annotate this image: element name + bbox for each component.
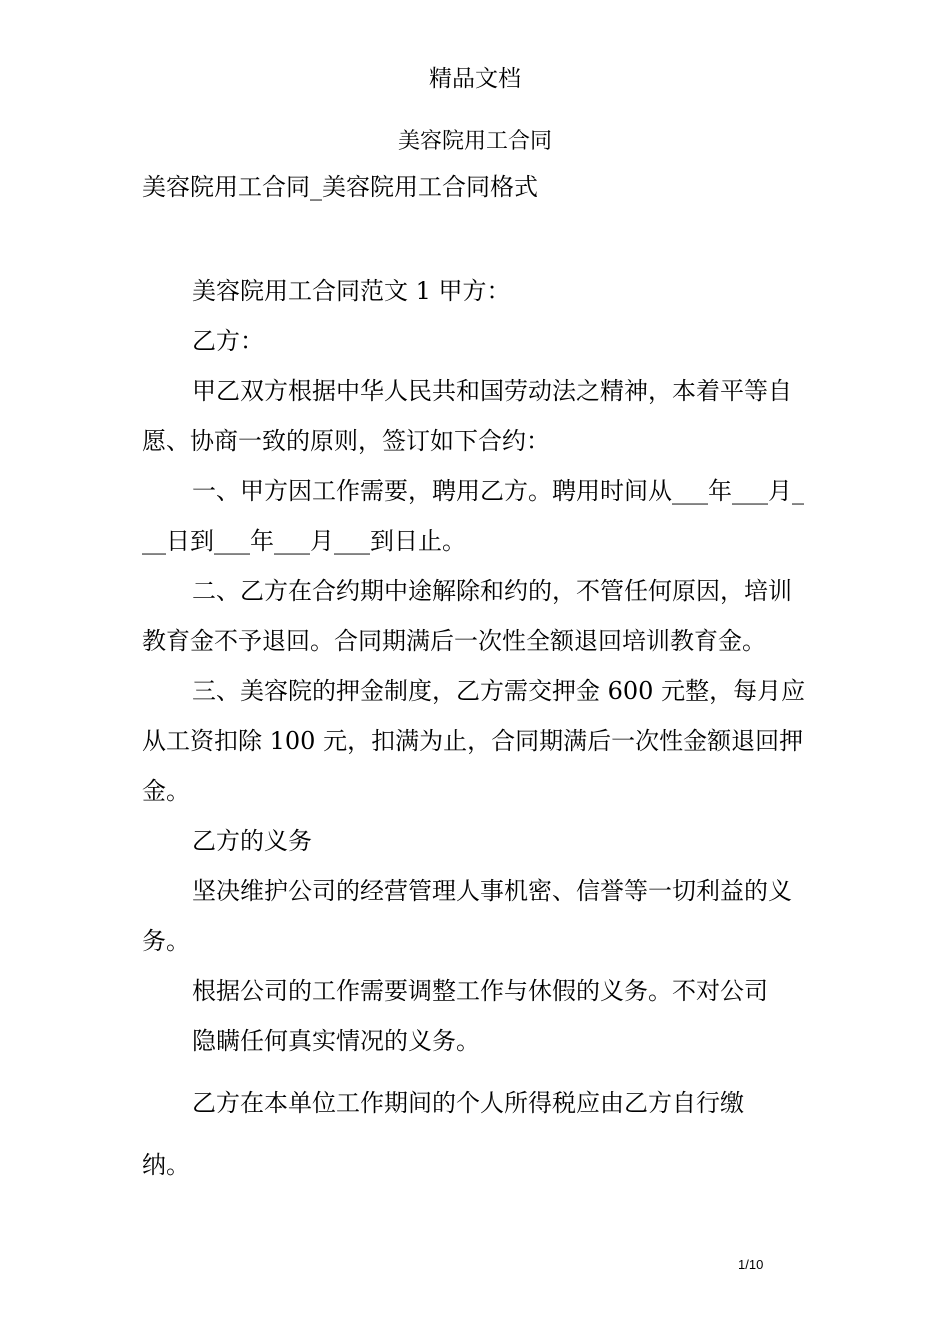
paragraph-obligation-1: 坚决维护公司的经营管理人事机密、信誉等一切利益的义务。 (142, 877, 792, 955)
paragraph-tax-line-1: 乙方在本单位工作期间的个人所得税应由乙方自行缴 (192, 1089, 744, 1117)
paragraph-party-a: 美容院用工合同范文 1 甲方： (192, 277, 511, 305)
paragraph-obligation-2-line-1: 根据公司的工作需要调整工作与休假的义务。不对公司 (192, 977, 768, 1005)
document-title: 美容院用工合同 (397, 129, 552, 154)
paragraph-preamble: 甲乙双方根据中华人民共和国劳动法之精神，本着平等自愿、协商一致的原则，签订如下合约： (142, 377, 792, 455)
document-subtitle: 美容院用工合同_美容院用工合同格式 (142, 173, 538, 201)
paragraph-clause-1: 一、甲方因工作需要，聘用乙方。聘用时间从___年___月___日到___年___月___到日止。 (142, 477, 804, 555)
page-header: 精品文档 (429, 66, 521, 92)
paragraph-clause-2: 二、乙方在合约期中途解除和约的，不管任何原因，培训教育金不予退回。合同期满后一次性全额退回培训教育金。 (142, 577, 792, 655)
paragraph-obligation-2-line-2: 隐瞒任何真实情况的义务。 (192, 1027, 480, 1055)
page-number: 1/10 (738, 1257, 764, 1272)
paragraph-tax-line-2: 纳。 (142, 1151, 190, 1179)
document-body (142, 266, 808, 1190)
paragraph-party-b: 乙方： (192, 327, 264, 355)
section-heading-obligations: 乙方的义务 (192, 827, 312, 855)
paragraph-clause-3: 三、美容院的押金制度，乙方需交押金 600 元整，每月应从工资扣除 100 元，扣满为止，合同期满后一次性金额退回押金。 (142, 677, 806, 805)
